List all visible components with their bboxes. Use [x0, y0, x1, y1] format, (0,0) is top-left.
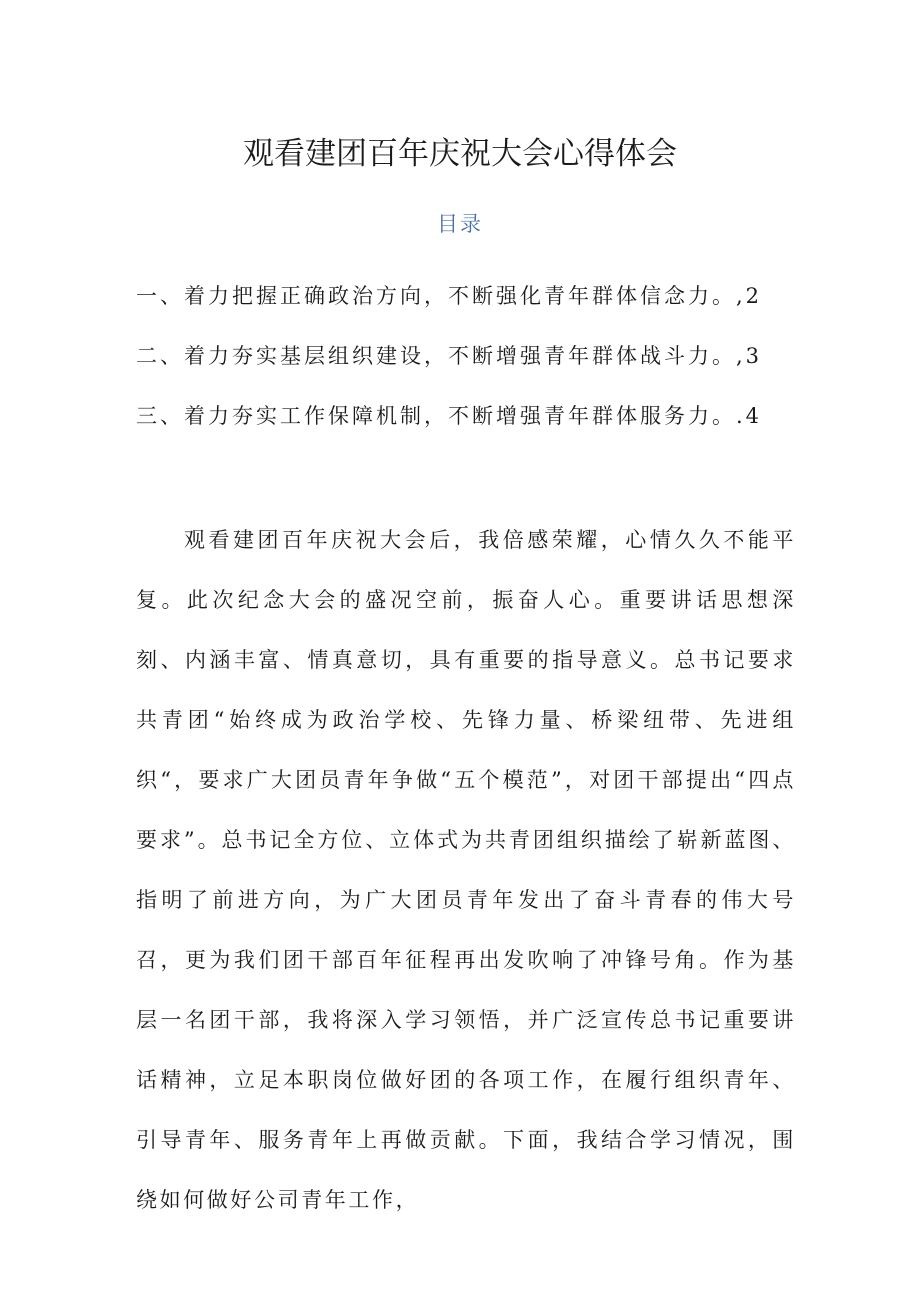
- body-paragraph: 观看建团百年庆祝大会后，我倍感荣耀，心情久久不能平复。此次纪念大会的盛况空前，振奋人心。重要讲话思想深刻、内涵丰富、情真意切，具有重要的指导意义。总书记要求共青团“始终成为政治学校、先锋力量、桥梁纽带、先进组织“，要求广大团员青年争做“五个模范”，对团干部提出“四点要求”。总书记全方位、立体式为共青团组织描绘了崭新蓝图、指明了前进方向，为广大团员青年发出了奋斗青春的伟大号召，更为我们团干部百年征程再出发吹响了冲锋号角。作为基层一名团干部，我将深入学习领悟，并广泛宣传总书记重要讲话精神，立足本职岗位做好团的各项工作，在履行组织青年、引导青年、服务青年上再做贡献。下面，我结合学习情况，围绕如何做好公司青年工作，: [136, 528, 796, 1212]
- document-title: 观看建团百年庆祝大会心得体会: [243, 136, 677, 172]
- table-of-contents: 一、着力把握正确政治方向，不断强化青年群体信念力。,2二、着力夯实基层组织建设，不断增强青年群体战斗力。,3三、着力夯实工作保障机制，不断增强青年群体服务力。.4: [136, 284, 763, 428]
- toc-heading: 目录: [437, 212, 483, 236]
